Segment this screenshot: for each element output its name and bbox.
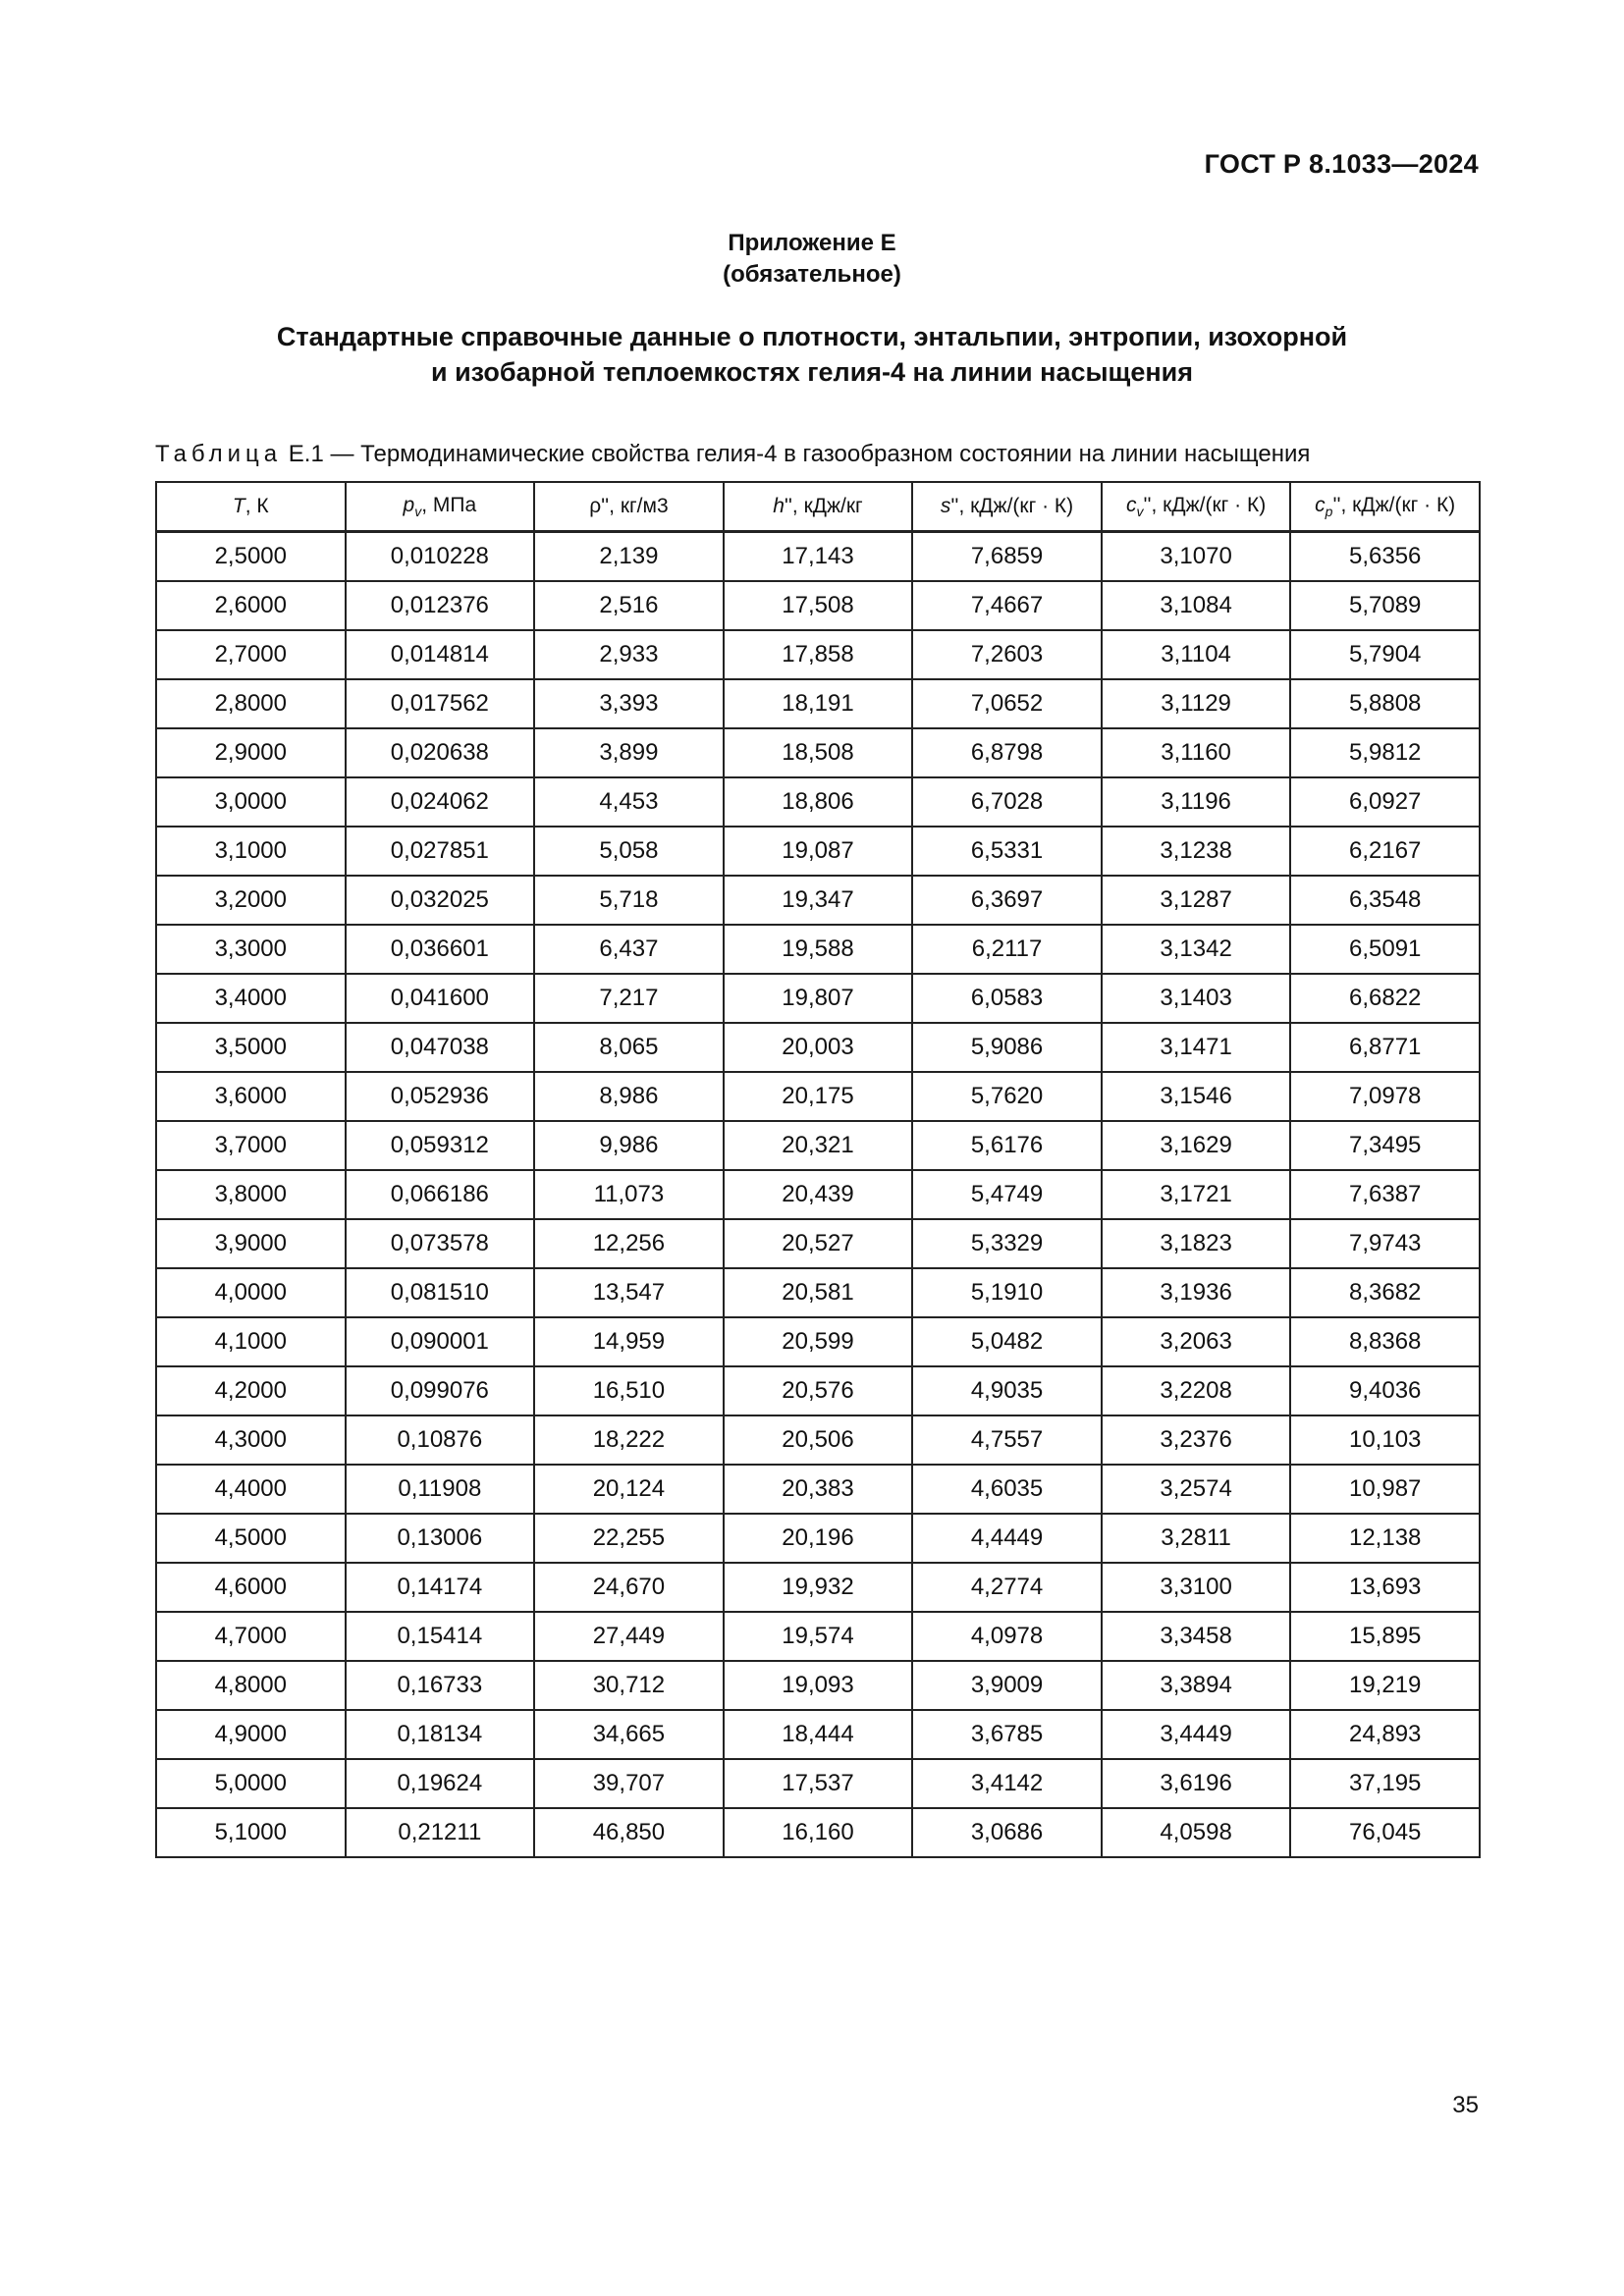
cell-cv: 3,1936 [1102, 1268, 1291, 1317]
cell-enthalpy: 19,807 [724, 974, 913, 1023]
cell-temperature: 3,0000 [156, 777, 346, 827]
cell-temperature: 4,6000 [156, 1563, 346, 1612]
header-temperature [156, 482, 346, 532]
cell-temperature: 4,7000 [156, 1612, 346, 1661]
header-cp-sub: p [1325, 504, 1333, 520]
cell-cv: 3,1196 [1102, 777, 1291, 827]
cell-pressure: 0,13006 [346, 1514, 535, 1563]
cell-pressure: 0,081510 [346, 1268, 535, 1317]
appendix-title: Приложение Е [728, 230, 896, 256]
cell-pressure: 0,010228 [346, 532, 535, 582]
cell-enthalpy: 20,581 [724, 1268, 913, 1317]
cell-cp: 5,9812 [1290, 728, 1480, 777]
table-row [156, 1072, 1480, 1121]
cell-density: 39,707 [534, 1759, 724, 1808]
cell-pressure: 0,18134 [346, 1710, 535, 1759]
cell-enthalpy: 20,196 [724, 1514, 913, 1563]
header-cv-unit: '', кДж/(кг · К) [1143, 493, 1267, 516]
table-caption-number: Е.1 [288, 441, 324, 467]
cell-cv: 3,1287 [1102, 876, 1291, 925]
table-row [156, 876, 1480, 925]
cell-cv: 3,3458 [1102, 1612, 1291, 1661]
cell-cv: 3,1823 [1102, 1219, 1291, 1268]
cell-temperature: 3,4000 [156, 974, 346, 1023]
cell-pressure: 0,073578 [346, 1219, 535, 1268]
cell-cv: 3,2574 [1102, 1465, 1291, 1514]
cell-density: 22,255 [534, 1514, 724, 1563]
cell-temperature: 3,8000 [156, 1170, 346, 1219]
cell-entropy: 6,8798 [912, 728, 1102, 777]
table-row [156, 1612, 1480, 1661]
cell-density: 14,959 [534, 1317, 724, 1366]
cell-density: 5,058 [534, 827, 724, 876]
cell-cv: 3,4449 [1102, 1710, 1291, 1759]
table-row [156, 1219, 1480, 1268]
cell-cv: 3,1403 [1102, 974, 1291, 1023]
header-entropy-unit: '', кДж/(кг · К) [950, 495, 1074, 517]
cell-temperature: 3,7000 [156, 1121, 346, 1170]
cell-cv: 3,1104 [1102, 630, 1291, 679]
cell-cp: 7,3495 [1290, 1121, 1480, 1170]
cell-density: 9,986 [534, 1121, 724, 1170]
cell-cp: 5,8808 [1290, 679, 1480, 728]
cell-cp: 7,0978 [1290, 1072, 1480, 1121]
cell-cv: 3,1160 [1102, 728, 1291, 777]
cell-entropy: 5,6176 [912, 1121, 1102, 1170]
header-density-symbol: ρ'' [589, 495, 610, 517]
cell-cp: 6,0927 [1290, 777, 1480, 827]
cell-pressure: 0,036601 [346, 925, 535, 974]
appendix-status: (обязательное) [723, 261, 901, 288]
cell-cp: 7,9743 [1290, 1219, 1480, 1268]
cell-cp: 5,7904 [1290, 630, 1480, 679]
cell-entropy: 5,1910 [912, 1268, 1102, 1317]
cell-pressure: 0,10876 [346, 1415, 535, 1465]
cell-entropy: 7,6859 [912, 532, 1102, 582]
cell-density: 24,670 [534, 1563, 724, 1612]
cell-temperature: 4,3000 [156, 1415, 346, 1465]
cell-temperature: 2,9000 [156, 728, 346, 777]
cell-cp: 19,219 [1290, 1661, 1480, 1710]
table-caption-label: Таблица [155, 441, 283, 467]
page-number: 35 [1452, 2092, 1479, 2118]
cell-entropy: 4,0978 [912, 1612, 1102, 1661]
cell-density: 2,933 [534, 630, 724, 679]
table-row [156, 827, 1480, 876]
cell-pressure: 0,090001 [346, 1317, 535, 1366]
cell-enthalpy: 20,003 [724, 1023, 913, 1072]
cell-cv: 3,1629 [1102, 1121, 1291, 1170]
cell-temperature: 3,6000 [156, 1072, 346, 1121]
cell-temperature: 2,6000 [156, 581, 346, 630]
cell-pressure: 0,099076 [346, 1366, 535, 1415]
cell-temperature: 3,5000 [156, 1023, 346, 1072]
cell-cv: 3,2063 [1102, 1317, 1291, 1366]
cell-entropy: 6,3697 [912, 876, 1102, 925]
header-cv-sub: v [1136, 504, 1144, 520]
cell-temperature: 5,0000 [156, 1759, 346, 1808]
table-row [156, 777, 1480, 827]
cell-cv: 4,0598 [1102, 1808, 1291, 1857]
table-row [156, 1023, 1480, 1072]
cell-cp: 13,693 [1290, 1563, 1480, 1612]
header-enthalpy [724, 482, 913, 532]
table-row [156, 1268, 1480, 1317]
table-row [156, 728, 1480, 777]
cell-temperature: 3,2000 [156, 876, 346, 925]
header-temperature-unit: , К [244, 495, 269, 517]
cell-temperature: 4,5000 [156, 1514, 346, 1563]
cell-density: 7,217 [534, 974, 724, 1023]
cell-pressure: 0,16733 [346, 1661, 535, 1710]
cell-entropy: 7,4667 [912, 581, 1102, 630]
table-header-row [156, 482, 1480, 532]
table-caption-text: — Термодинамические свойства гелия-4 в газообразном состоянии на линии насыщения [330, 441, 1311, 467]
cell-pressure: 0,21211 [346, 1808, 535, 1857]
cell-density: 4,453 [534, 777, 724, 827]
cell-cv: 3,1546 [1102, 1072, 1291, 1121]
cell-enthalpy: 18,444 [724, 1710, 913, 1759]
table-row [156, 679, 1480, 728]
cell-temperature: 3,1000 [156, 827, 346, 876]
cell-enthalpy: 18,508 [724, 728, 913, 777]
cell-density: 16,510 [534, 1366, 724, 1415]
table-row [156, 1317, 1480, 1366]
cell-cp: 6,6822 [1290, 974, 1480, 1023]
cell-density: 8,986 [534, 1072, 724, 1121]
header-temperature-symbol: T [232, 495, 245, 517]
header-enthalpy-symbol: h [773, 495, 785, 517]
cell-temperature: 2,8000 [156, 679, 346, 728]
header-cv-symbol: c [1125, 493, 1137, 516]
table-row [156, 630, 1480, 679]
table-row [156, 1759, 1480, 1808]
cell-enthalpy: 19,588 [724, 925, 913, 974]
table-row [156, 1121, 1480, 1170]
cell-temperature: 4,2000 [156, 1366, 346, 1415]
cell-enthalpy: 17,537 [724, 1759, 913, 1808]
cell-enthalpy: 20,383 [724, 1465, 913, 1514]
cell-enthalpy: 16,160 [724, 1808, 913, 1857]
cell-entropy: 5,3329 [912, 1219, 1102, 1268]
cell-density: 6,437 [534, 925, 724, 974]
cell-cv: 3,3100 [1102, 1563, 1291, 1612]
cell-enthalpy: 17,508 [724, 581, 913, 630]
header-pressure-unit: , МПа [421, 493, 477, 516]
cell-entropy: 4,9035 [912, 1366, 1102, 1415]
cell-cv: 3,1084 [1102, 581, 1291, 630]
document-code: ГОСТ Р 8.1033—2024 [1204, 149, 1479, 179]
header-isobaric-heat [1290, 482, 1480, 532]
cell-density: 30,712 [534, 1661, 724, 1710]
cell-cp: 7,6387 [1290, 1170, 1480, 1219]
cell-pressure: 0,012376 [346, 581, 535, 630]
table-row [156, 1170, 1480, 1219]
cell-enthalpy: 18,191 [724, 679, 913, 728]
cell-entropy: 6,0583 [912, 974, 1102, 1023]
cell-temperature: 4,0000 [156, 1268, 346, 1317]
cell-cv: 3,1238 [1102, 827, 1291, 876]
cell-entropy: 5,9086 [912, 1023, 1102, 1072]
cell-cp: 6,3548 [1290, 876, 1480, 925]
header-isochoric-heat [1102, 482, 1291, 532]
cell-entropy: 5,7620 [912, 1072, 1102, 1121]
table-row [156, 1710, 1480, 1759]
cell-cp: 5,6356 [1290, 532, 1480, 582]
table-row [156, 1808, 1480, 1857]
cell-density: 34,665 [534, 1710, 724, 1759]
header-entropy-symbol: s [940, 495, 951, 517]
cell-density: 11,073 [534, 1170, 724, 1219]
cell-density: 2,516 [534, 581, 724, 630]
cell-cv: 3,1471 [1102, 1023, 1291, 1072]
cell-entropy: 4,7557 [912, 1415, 1102, 1465]
cell-density: 3,393 [534, 679, 724, 728]
cell-density: 5,718 [534, 876, 724, 925]
cell-cv: 3,2208 [1102, 1366, 1291, 1415]
header-pressure-sub: v [414, 504, 422, 520]
header-pressure-symbol: p [403, 493, 415, 516]
table-caption [155, 441, 1310, 468]
cell-pressure: 0,027851 [346, 827, 535, 876]
cell-entropy: 4,2774 [912, 1563, 1102, 1612]
table-row [156, 1366, 1480, 1415]
thermo-properties-table [155, 481, 1481, 1858]
cell-pressure: 0,066186 [346, 1170, 535, 1219]
header-enthalpy-unit: '', кДж/кг [784, 495, 863, 517]
cell-pressure: 0,020638 [346, 728, 535, 777]
cell-cv: 3,1070 [1102, 532, 1291, 582]
cell-enthalpy: 19,347 [724, 876, 913, 925]
cell-pressure: 0,017562 [346, 679, 535, 728]
cell-temperature: 5,1000 [156, 1808, 346, 1857]
cell-pressure: 0,024062 [346, 777, 535, 827]
table-row [156, 532, 1480, 582]
cell-enthalpy: 20,599 [724, 1317, 913, 1366]
header-pressure [346, 482, 535, 532]
cell-pressure: 0,059312 [346, 1121, 535, 1170]
header-entropy [912, 482, 1102, 532]
cell-density: 2,139 [534, 532, 724, 582]
cell-cp: 76,045 [1290, 1808, 1480, 1857]
cell-pressure: 0,014814 [346, 630, 535, 679]
cell-enthalpy: 20,175 [724, 1072, 913, 1121]
table-row [156, 974, 1480, 1023]
cell-cv: 3,1721 [1102, 1170, 1291, 1219]
cell-temperature: 4,4000 [156, 1465, 346, 1514]
header-cp-symbol: c [1315, 493, 1326, 516]
cell-density: 3,899 [534, 728, 724, 777]
cell-pressure: 0,19624 [346, 1759, 535, 1808]
header-cp-unit: '', кДж/(кг · К) [1332, 493, 1456, 516]
cell-cp: 10,987 [1290, 1465, 1480, 1514]
cell-enthalpy: 19,574 [724, 1612, 913, 1661]
cell-density: 46,850 [534, 1808, 724, 1857]
section-title-line-2: и изобарной теплоемкостях гелия-4 на линии насыщения [430, 357, 1193, 387]
cell-cp: 8,3682 [1290, 1268, 1480, 1317]
cell-cp: 9,4036 [1290, 1366, 1480, 1415]
cell-density: 20,124 [534, 1465, 724, 1514]
cell-cp: 6,2167 [1290, 827, 1480, 876]
cell-cp: 6,5091 [1290, 925, 1480, 974]
cell-entropy: 3,4142 [912, 1759, 1102, 1808]
cell-enthalpy: 19,093 [724, 1661, 913, 1710]
cell-cv: 3,2376 [1102, 1415, 1291, 1465]
cell-cv: 3,3894 [1102, 1661, 1291, 1710]
cell-cp: 24,893 [1290, 1710, 1480, 1759]
cell-entropy: 5,4749 [912, 1170, 1102, 1219]
cell-enthalpy: 20,321 [724, 1121, 913, 1170]
cell-cp: 10,103 [1290, 1415, 1480, 1465]
cell-density: 13,547 [534, 1268, 724, 1317]
cell-enthalpy: 20,527 [724, 1219, 913, 1268]
cell-entropy: 6,7028 [912, 777, 1102, 827]
cell-pressure: 0,047038 [346, 1023, 535, 1072]
cell-entropy: 5,0482 [912, 1317, 1102, 1366]
cell-density: 18,222 [534, 1415, 724, 1465]
cell-cv: 3,2811 [1102, 1514, 1291, 1563]
cell-pressure: 0,14174 [346, 1563, 535, 1612]
table-row [156, 1465, 1480, 1514]
cell-enthalpy: 17,858 [724, 630, 913, 679]
cell-entropy: 6,2117 [912, 925, 1102, 974]
cell-enthalpy: 20,576 [724, 1366, 913, 1415]
cell-pressure: 0,15414 [346, 1612, 535, 1661]
cell-entropy: 3,9009 [912, 1661, 1102, 1710]
table-row [156, 1415, 1480, 1465]
table-row [156, 1514, 1480, 1563]
cell-temperature: 3,3000 [156, 925, 346, 974]
table-row [156, 1661, 1480, 1710]
cell-pressure: 0,041600 [346, 974, 535, 1023]
appendix-heading [0, 228, 1624, 291]
table-row [156, 1563, 1480, 1612]
table-body [156, 532, 1480, 1858]
section-title [0, 319, 1624, 390]
cell-entropy: 7,0652 [912, 679, 1102, 728]
cell-temperature: 2,5000 [156, 532, 346, 582]
cell-entropy: 3,0686 [912, 1808, 1102, 1857]
cell-temperature: 3,9000 [156, 1219, 346, 1268]
header-density-unit: , кг/м3 [609, 495, 669, 517]
cell-cp: 12,138 [1290, 1514, 1480, 1563]
cell-density: 27,449 [534, 1612, 724, 1661]
cell-cv: 3,6196 [1102, 1759, 1291, 1808]
cell-enthalpy: 19,932 [724, 1563, 913, 1612]
cell-entropy: 4,4449 [912, 1514, 1102, 1563]
cell-density: 8,065 [534, 1023, 724, 1072]
header-density [534, 482, 724, 532]
cell-temperature: 4,8000 [156, 1661, 346, 1710]
cell-enthalpy: 20,506 [724, 1415, 913, 1465]
cell-temperature: 4,9000 [156, 1710, 346, 1759]
cell-cp: 5,7089 [1290, 581, 1480, 630]
cell-pressure: 0,11908 [346, 1465, 535, 1514]
cell-enthalpy: 18,806 [724, 777, 913, 827]
cell-enthalpy: 20,439 [724, 1170, 913, 1219]
cell-entropy: 4,6035 [912, 1465, 1102, 1514]
table-row [156, 925, 1480, 974]
cell-entropy: 7,2603 [912, 630, 1102, 679]
cell-density: 12,256 [534, 1219, 724, 1268]
cell-cv: 3,1342 [1102, 925, 1291, 974]
cell-cp: 37,195 [1290, 1759, 1480, 1808]
cell-cp: 15,895 [1290, 1612, 1480, 1661]
cell-entropy: 3,6785 [912, 1710, 1102, 1759]
cell-temperature: 2,7000 [156, 630, 346, 679]
cell-pressure: 0,052936 [346, 1072, 535, 1121]
table-row [156, 581, 1480, 630]
section-title-line-1: Стандартные справочные данные о плотности, энтальпии, энтропии, изохорной [276, 322, 1348, 351]
cell-pressure: 0,032025 [346, 876, 535, 925]
cell-entropy: 6,5331 [912, 827, 1102, 876]
cell-cp: 6,8771 [1290, 1023, 1480, 1072]
cell-cv: 3,1129 [1102, 679, 1291, 728]
cell-cp: 8,8368 [1290, 1317, 1480, 1366]
cell-enthalpy: 19,087 [724, 827, 913, 876]
cell-enthalpy: 17,143 [724, 532, 913, 582]
cell-temperature: 4,1000 [156, 1317, 346, 1366]
